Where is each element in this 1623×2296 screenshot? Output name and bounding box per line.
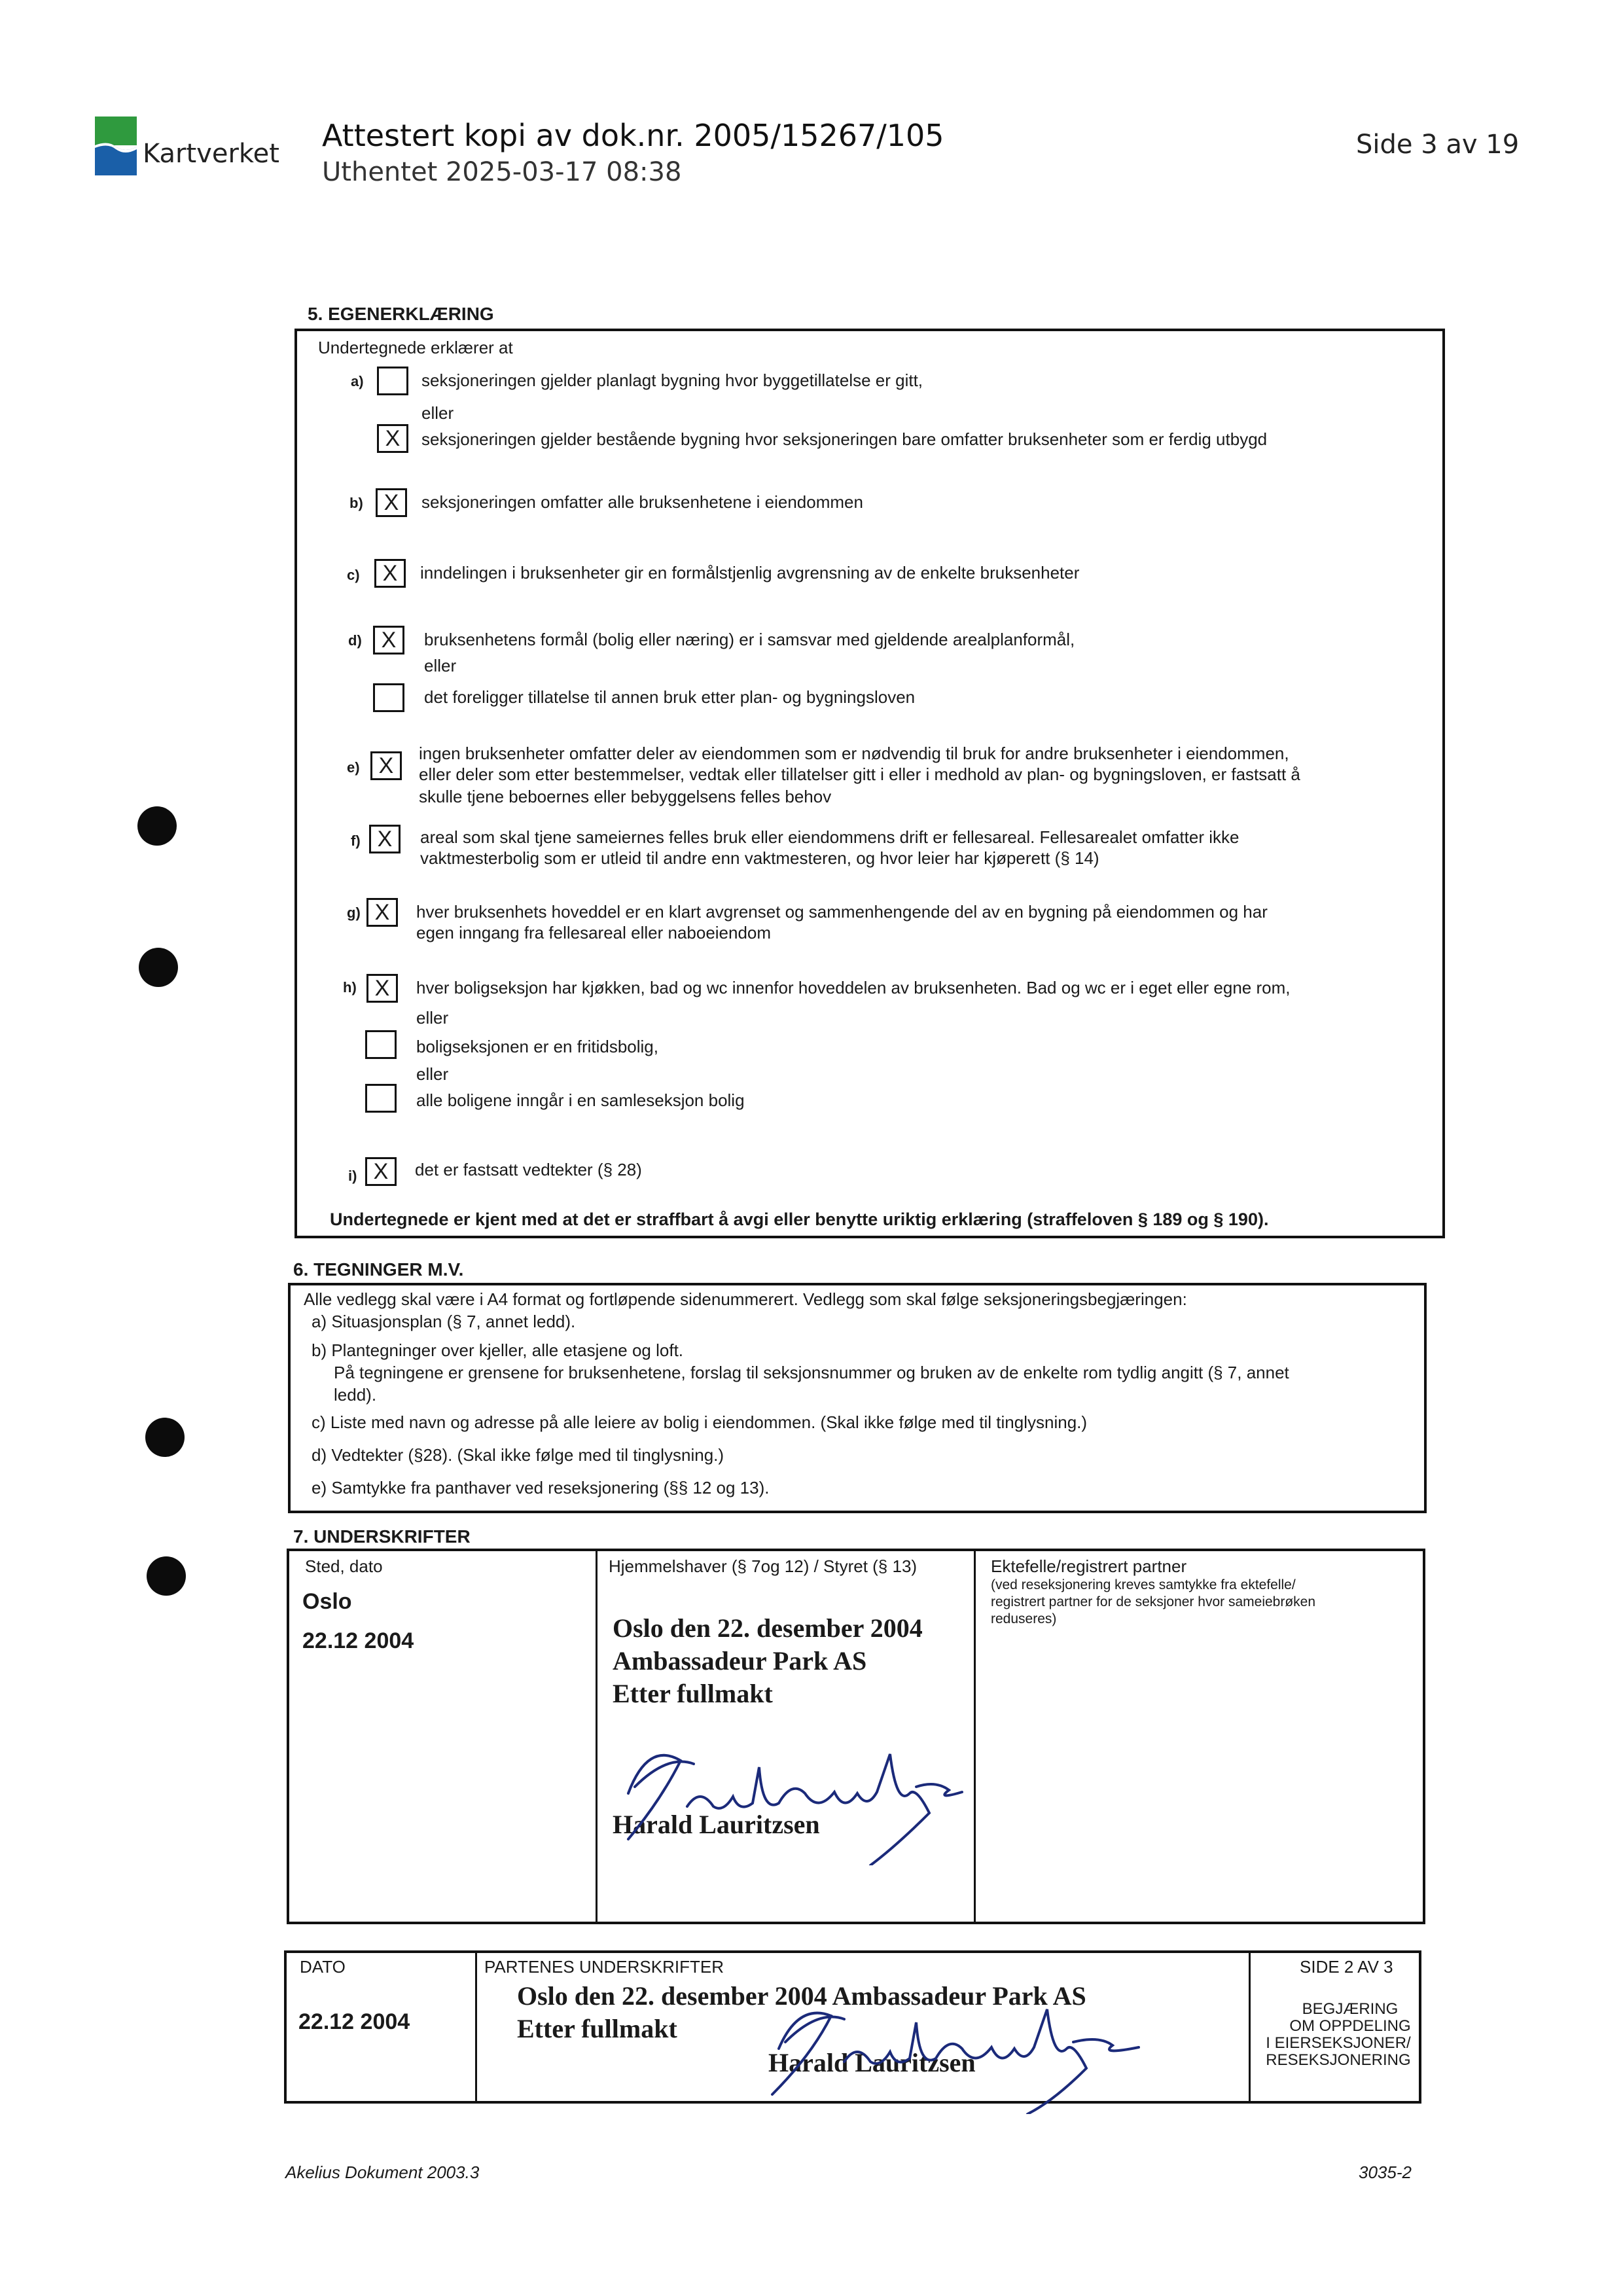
item-f-text-2: vaktmesterbolig som er utleid til andre enn vaktmesteren, og hvor leier har kjøperett (§ 14) [420, 848, 1099, 868]
item-f-checkbox[interactable]: X [369, 825, 401, 853]
document-title: Attestert kopi av dok.nr. 2005/15267/105 [322, 118, 944, 153]
punch-hole-2 [139, 948, 178, 987]
item-f-label: f) [351, 833, 361, 849]
footer-doctype-2: OM OPPDELING [1289, 2017, 1411, 2035]
item-b-checkbox[interactable]: X [376, 488, 407, 517]
item-h-or-2: eller [416, 1064, 449, 1084]
stamp-name: Harald Lauritzsen [613, 1810, 820, 1839]
item-b-label: b) [349, 495, 363, 511]
section6-b1: b) Plantegninger over kjeller, alle etasjene og loft. [312, 1340, 684, 1360]
item-a2-text: seksjoneringen gjelder bestående bygning hvor seksjoneringen bare omfatter bruksenheter som er ferdig utbygd [421, 429, 1268, 449]
stamp-line-2: Ambassadeur Park AS [613, 1646, 867, 1676]
item-f-text-1: areal som skal tjene sameiernes felles bruk eller eiendommens drift er fellesareal. Fellesarealet omfatter ikke [420, 827, 1240, 847]
item-a-label: a) [351, 373, 364, 389]
footer-signature [746, 1983, 1165, 2114]
footer-stamp-line-2: Etter fullmakt [517, 2014, 677, 2043]
section6-d: d) Vedtekter (§28). (Skal ikke følge med til tinglysning.) [312, 1445, 724, 1465]
col-owner-head: Hjemmelshaver (§ 7og 12) / Styret (§ 13) [609, 1556, 918, 1576]
footer-parties-head: PARTENES UNDERSKRIFTER [484, 1957, 724, 1977]
footer-stamp-line-1: Oslo den 22. desember 2004 Ambassadeur Park AS [517, 1981, 1086, 2011]
item-a1-checkbox[interactable] [377, 367, 408, 395]
section6-b3: ledd). [334, 1385, 377, 1405]
signing-place: Oslo [302, 1589, 352, 1614]
item-g-label: g) [347, 905, 361, 921]
section5-warning: Undertegnede er kjent med at det er straffbart å avgi eller benytte uriktig erklæring (straffeloven § 189 og § 190). [330, 1210, 1269, 1229]
footer-date-head: DATO [300, 1957, 346, 1977]
item-i-checkbox[interactable]: X [365, 1157, 397, 1186]
kartverket-logo [95, 117, 137, 175]
section5-title: 5. EGENERKLÆRING [308, 304, 494, 324]
item-e-text-2: eller deler som etter bestemmelser, vedtak eller tillatelser gitt i eller i medhold av plan- og bygningsloven, er fastsatt å [419, 764, 1300, 784]
item-h-or-1: eller [416, 1008, 449, 1028]
item-h-label: h) [343, 979, 357, 996]
footer-stamp-name: Harald Lauritzsen [768, 2048, 976, 2077]
section6-b2: På tegningene er grensene for bruksenhetene, forslag til seksjonsnummer og bruken av de enkelte rom tydlig angitt (§ 7, annet [334, 1363, 1289, 1382]
spouse-note-2: registrert partner for de seksjoner hvor sameiebrøken [991, 1594, 1316, 1609]
item-e-text-3: skulle tjene beboernes eller bebyggelsens felles behov [419, 787, 832, 806]
item-b-text: seksjoneringen omfatter alle bruksenhetene i eiendommen [421, 492, 863, 512]
item-e-label: e) [347, 759, 360, 776]
section6-c: c) Liste med navn og adresse på alle leiere av bolig i eiendommen. (Skal ikke følge med til tinglysning.) [312, 1412, 1088, 1432]
retrieved-timestamp: Uthentet 2025-03-17 08:38 [322, 157, 682, 187]
section7-title: 7. UNDERSKRIFTER [293, 1526, 471, 1547]
footer-doctype-1: BEGJÆRING [1302, 2000, 1399, 2018]
item-a1-text: seksjoneringen gjelder planlagt bygning hvor byggetillatelse er gitt, [421, 370, 923, 390]
footer-right-text: 3035-2 [1359, 2162, 1412, 2182]
footer-doctype-3: I EIERSEKSJONER/ [1266, 2034, 1411, 2052]
section5-intro: Undertegnede erklærer at [318, 338, 513, 357]
footer-divider-2 [1249, 1952, 1251, 2102]
punch-hole-4 [147, 1556, 186, 1596]
item-e-checkbox[interactable]: X [370, 751, 402, 780]
signature-harald-lauritzsen [609, 1715, 975, 1865]
logo-text: Kartverket [143, 139, 279, 169]
stamp-line-1: Oslo den 22. desember 2004 [613, 1613, 923, 1643]
item-d-or: eller [424, 656, 457, 675]
page-indicator: Side 3 av 19 [1356, 130, 1520, 160]
item-i-label: i) [348, 1168, 357, 1184]
item-g-checkbox[interactable]: X [366, 898, 398, 927]
item-i-text: det er fastsatt vedtekter (§ 28) [415, 1160, 642, 1179]
item-h3-text: alle boligene inngår i en samleseksjon bolig [416, 1090, 745, 1110]
item-g-text-1: hver bruksenhets hoveddel er en klart avgrenset og sammenhengende del av en bygning på eiendommen og har [416, 902, 1268, 922]
footer-date: 22.12 2004 [298, 2009, 410, 2034]
col-spouse-head: Ektefelle/registrert partner [991, 1556, 1187, 1576]
stamp-line-3: Etter fullmakt [613, 1679, 773, 1708]
item-e-text-1: ingen bruksenheter omfatter deler av eiendommen som er nødvendig til bruk for andre bruksenheter i eiendommen, [419, 744, 1289, 763]
item-c-label: c) [347, 567, 360, 583]
footer-side-label: SIDE 2 AV 3 [1300, 1957, 1393, 1977]
item-a-or: eller [421, 403, 454, 423]
item-d2-checkbox[interactable] [373, 683, 404, 712]
item-a2-checkbox[interactable]: X [377, 424, 408, 453]
footer-divider-1 [475, 1952, 477, 2102]
section6-intro: Alle vedlegg skal være i A4 format og fortløpende sidenummerert. Vedlegg som skal følge seksjoneringsbegjæringen: [304, 1289, 1187, 1309]
item-d1-checkbox[interactable]: X [373, 626, 404, 655]
item-g-text-2: egen inngang fra fellesareal eller naboeiendom [416, 923, 772, 942]
item-h3-checkbox[interactable] [365, 1084, 397, 1113]
item-c-checkbox[interactable]: X [374, 559, 406, 588]
signing-date: 22.12 2004 [302, 1628, 414, 1653]
section6-title: 6. TEGNINGER M.V. [293, 1259, 464, 1280]
footer-left-text: Akelius Dokument 2003.3 [285, 2162, 480, 2182]
footer-doctype-4: RESEKSJONERING [1266, 2051, 1411, 2069]
section7-divider-1 [596, 1550, 597, 1923]
spouse-note-3: reduseres) [991, 1611, 1057, 1626]
punch-hole-1 [137, 806, 177, 846]
item-h1-checkbox[interactable]: X [366, 974, 398, 1003]
item-h1-text: hver boligseksjon har kjøkken, bad og wc innenfor hoveddelen av bruksenheten. Bad og wc er i eget eller egne rom, [416, 978, 1291, 997]
item-d1-text: bruksenhetens formål (bolig eller næring) er i samsvar med gjeldende arealplanformål, [424, 630, 1075, 649]
punch-hole-3 [145, 1418, 185, 1457]
section6-a: a) Situasjonsplan (§ 7, annet ledd). [312, 1312, 576, 1331]
item-c-text: inndelingen i bruksenheter gir en formålstjenlig avgrensning av de enkelte bruksenheter [420, 563, 1080, 583]
kartverket-logo-icon [95, 117, 137, 175]
item-d-label: d) [348, 632, 362, 649]
spouse-note-1: (ved reseksjonering kreves samtykke fra ektefelle/ [991, 1577, 1296, 1592]
col-place-date-head: Sted, dato [305, 1556, 383, 1576]
section6-e: e) Samtykke fra panthaver ved reseksjonering (§§ 12 og 13). [312, 1478, 770, 1498]
item-h2-checkbox[interactable] [365, 1030, 397, 1059]
item-d2-text: det foreligger tillatelse til annen bruk etter plan- og bygningsloven [424, 687, 916, 707]
item-h2-text: boligseksjonen er en fritidsbolig, [416, 1037, 658, 1056]
